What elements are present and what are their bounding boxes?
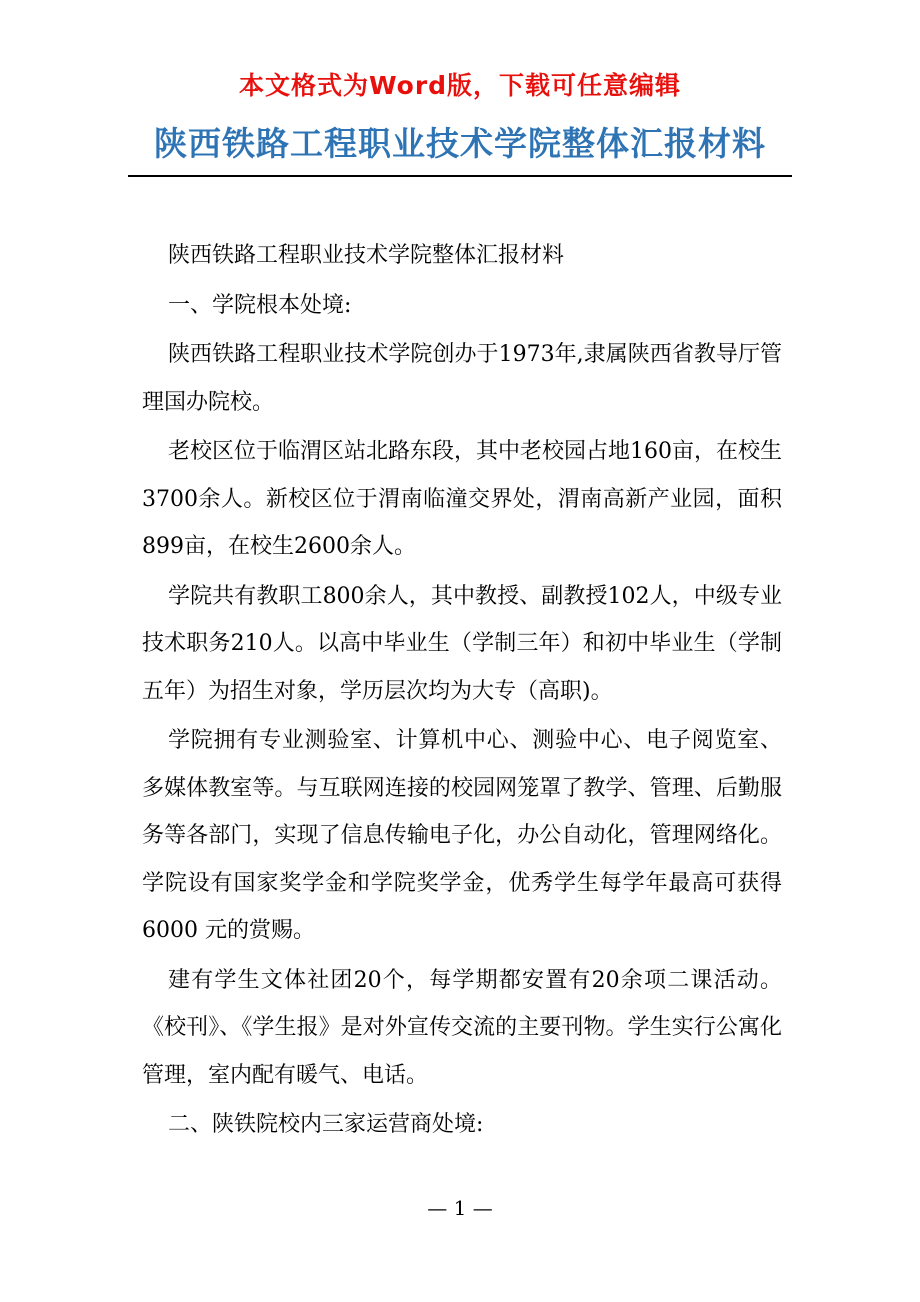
paragraph: 老校区位于临渭区站北路东段，其中老校园占地160亩，在校生3700余人。新校区位于渭南临潼交界处，渭南高新产业园，面积899亩，在校生2600余人。 xyxy=(142,439,782,559)
section-heading-1: 一、学院根本处境: xyxy=(168,292,352,318)
document-body xyxy=(142,232,782,1149)
paragraph: 建有学生文体社团20个，每学期都安置有20余项二课活动。《校刊》、《学生报》是对外宣传交流的主要刊物。学生实行公寓化管理，室内配有暖气、电话。 xyxy=(142,967,782,1088)
title-divider xyxy=(128,175,792,177)
page-number: — 1 — xyxy=(427,1196,493,1220)
document-title: 陕西铁路工程职业技术学院整体汇报材料 xyxy=(154,124,766,163)
download-banner: 本文格式为Word版，下载可任意编辑 xyxy=(238,71,682,100)
paragraph-heading: 陕西铁路工程职业技术学院整体汇报材料 xyxy=(168,243,565,268)
paragraph: 学院拥有专业测验室、计算机中心、测验中心、电子阅览室、多媒体教室等。与互联网连接的校园网笼罩了教学、管理、后勤服务等各部门，实现了信息传输电子化，办公自动化，管理网络化。学院设有国家奖学金和学院奖学金，优秀学生每学年最高可获得 6000 元的赏赐。 xyxy=(142,728,782,943)
paragraph: 学院共有教职工800余人，其中教授、副教授102人，中级专业技术职务210人。以高中毕业生（学制三年）和初中毕业生（学制五年）为招生对象，学历层次均为大专（高职)。 xyxy=(142,583,782,704)
section-heading-2: 二、陕铁院校内三家运营商处境: xyxy=(168,1112,484,1137)
paragraph: 陕西铁路工程职业技术学院创办于1973年,隶属陕西省教导厅管理国办院校。 xyxy=(142,342,782,415)
